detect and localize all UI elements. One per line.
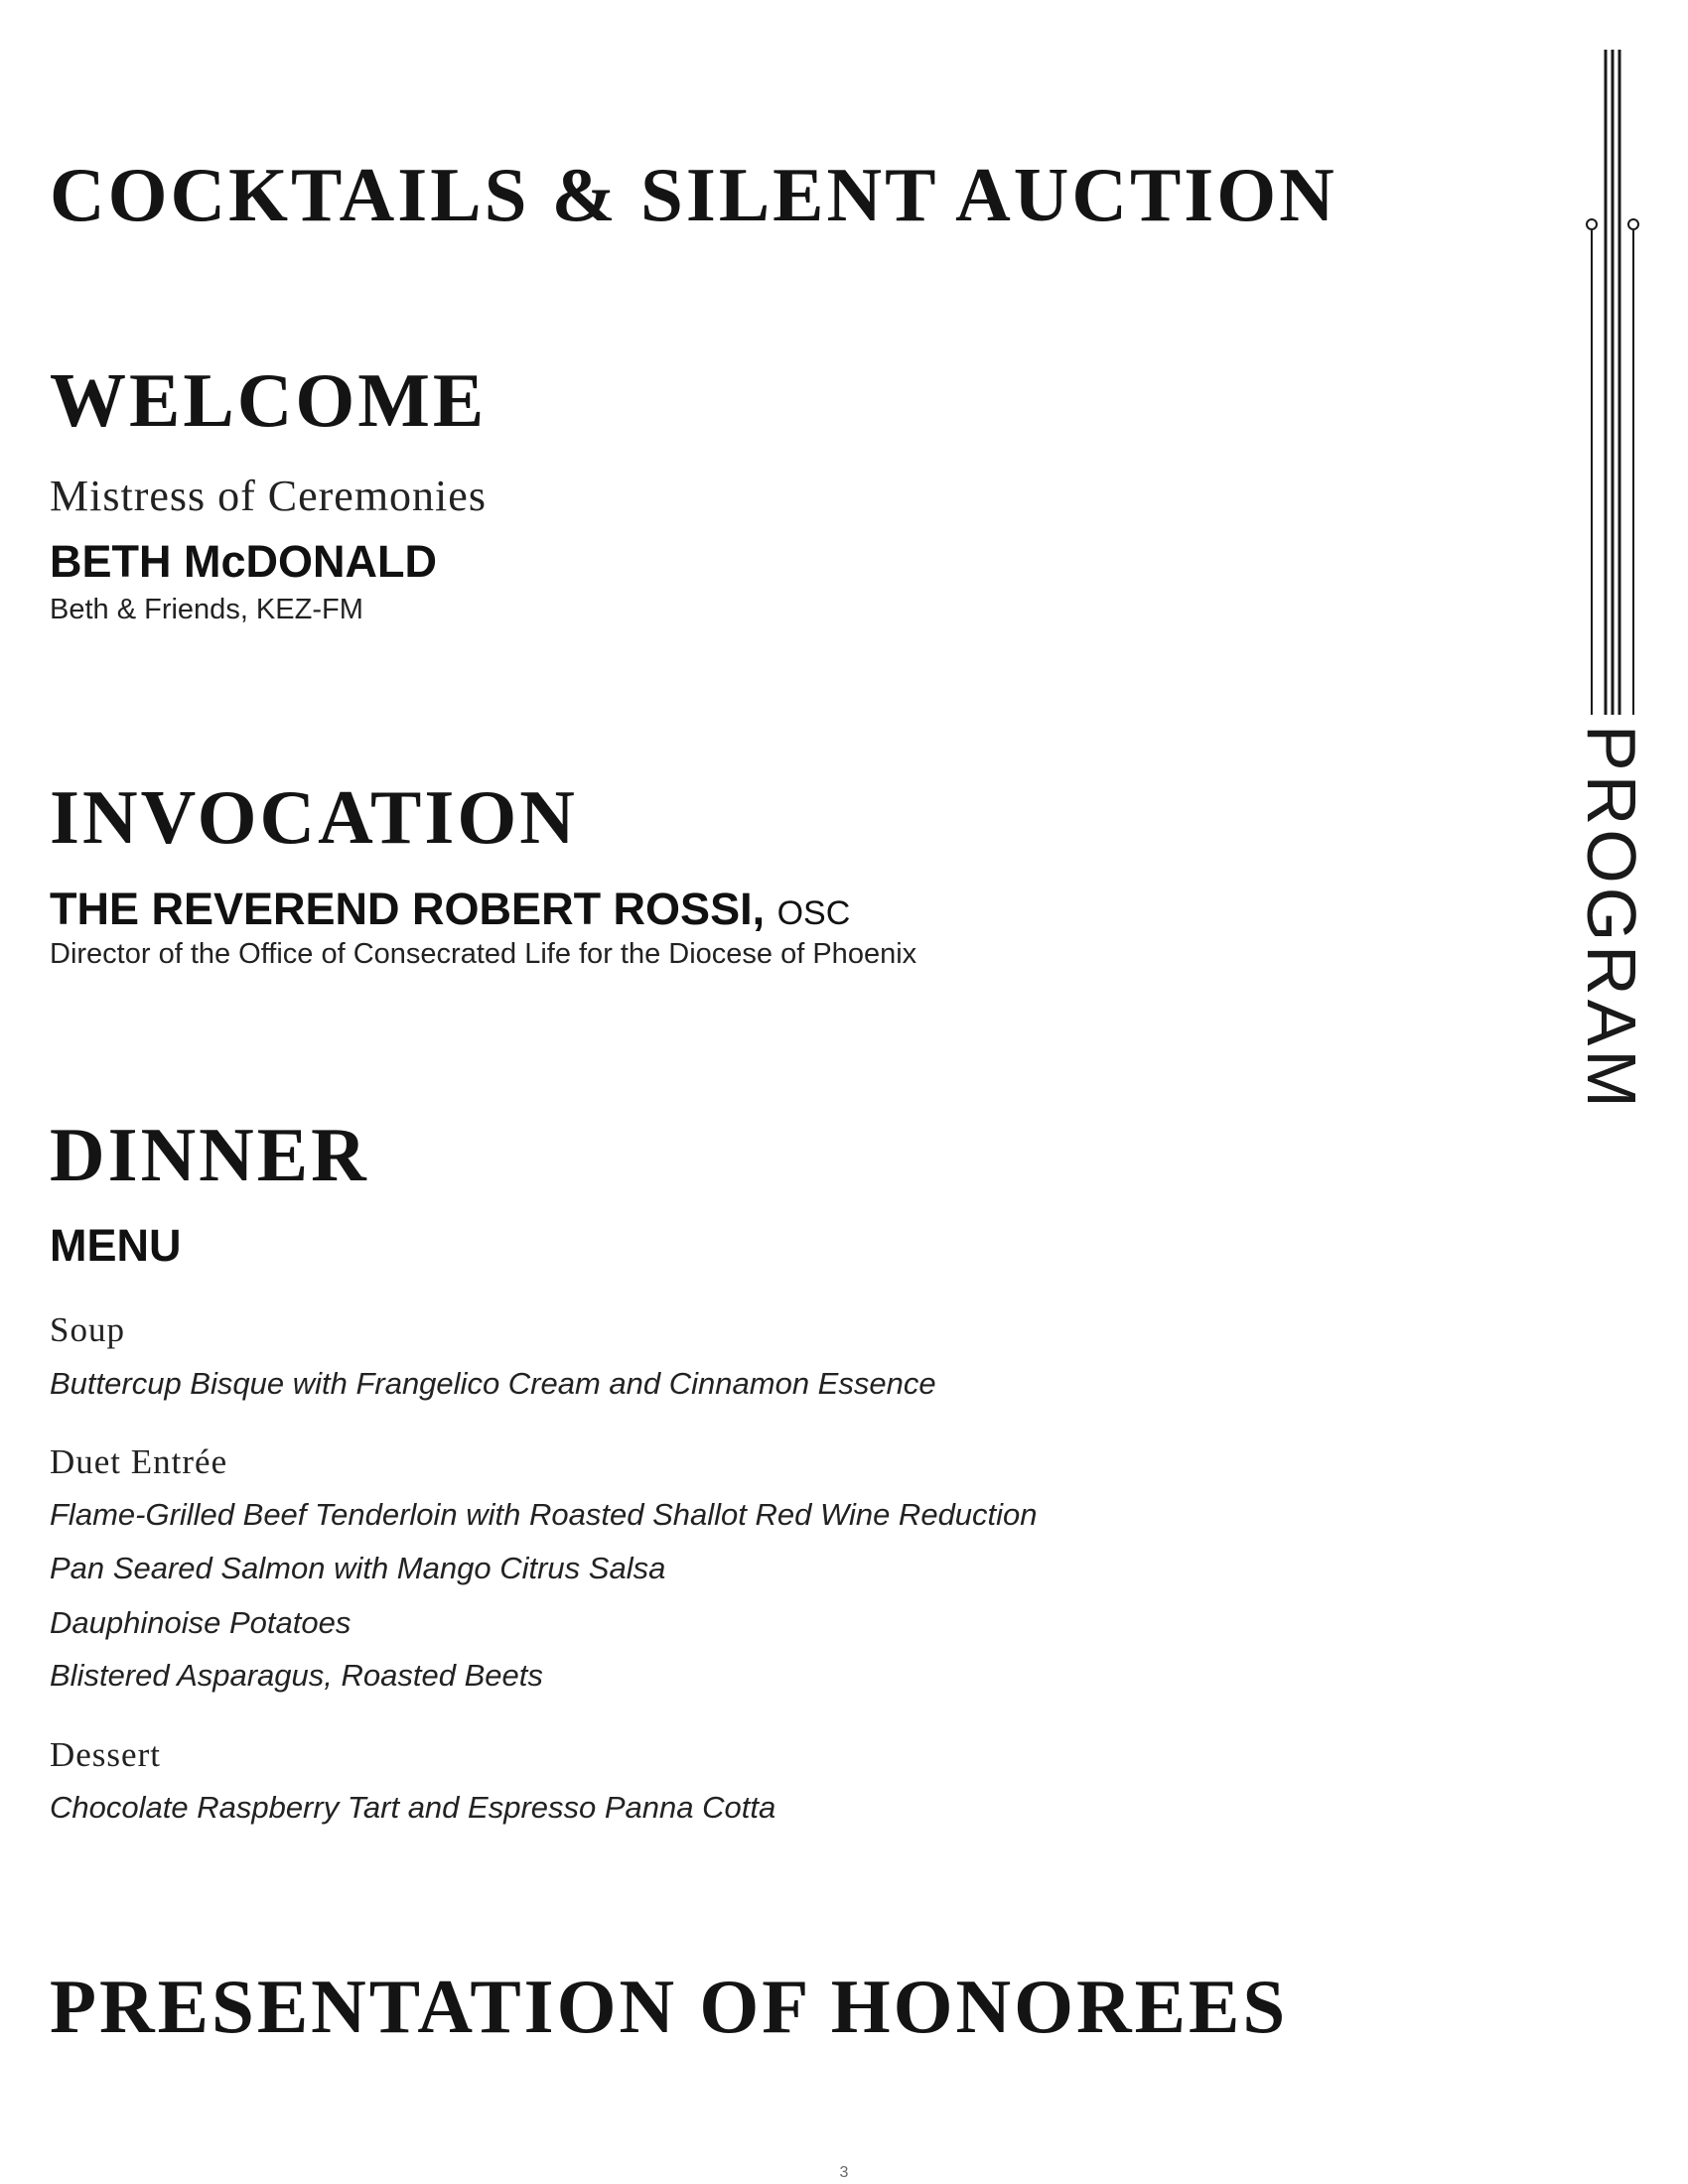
invocation-affiliation: Director of the Office of Consecrated Life for the Diocese of Phoenix [50, 938, 917, 970]
program-vertical-text: PROGRAM [1573, 725, 1650, 1112]
welcome-affiliation: Beth & Friends, KEZ-FM [50, 594, 363, 625]
menu-item: Buttercup Bisque with Frangelico Cream and Cinnamon Essence [50, 1366, 936, 1401]
menu-item: Dauphinoise Potatoes [50, 1605, 352, 1640]
course-entree: Duet Entrée [50, 1442, 228, 1481]
menu-item: Blistered Asparagus, Roasted Beets [50, 1658, 543, 1693]
invocation-name [50, 884, 851, 934]
menu-label: MENU [50, 1220, 182, 1271]
program-sidebar-label [1573, 725, 1650, 1191]
invocation-name-text: THE REVEREND ROBERT ROSSI, [50, 884, 766, 934]
course-soup: Soup [50, 1310, 125, 1349]
presentation-heading: PRESENTATION OF HONOREES [50, 1964, 1289, 2049]
course-dessert: Dessert [50, 1735, 161, 1774]
invocation-heading: INVOCATION [50, 774, 578, 860]
welcome-name: BETH McDONALD [50, 536, 437, 587]
invocation-name-suffix: OSC [776, 894, 851, 932]
menu-item: Chocolate Raspberry Tart and Espresso Panna Cotta [50, 1790, 776, 1825]
menu-item: Pan Seared Salmon with Mango Citrus Salsa [50, 1551, 666, 1585]
welcome-heading: WELCOME [50, 357, 488, 443]
cocktails-heading: COCKTAILS & SILENT AUCTION [50, 152, 1337, 237]
dinner-heading: DINNER [50, 1112, 369, 1197]
menu-item: Flame-Grilled Beef Tenderloin with Roasted Shallot Red Wine Reduction [50, 1497, 1038, 1532]
page-number: 3 [839, 2164, 849, 2181]
welcome-role: Mistress of Ceremonies [50, 472, 487, 520]
